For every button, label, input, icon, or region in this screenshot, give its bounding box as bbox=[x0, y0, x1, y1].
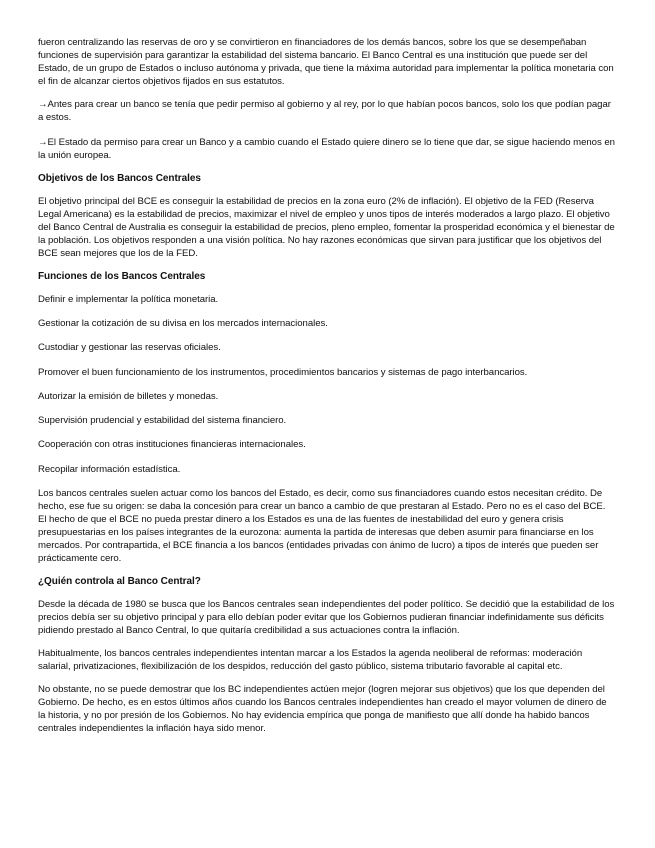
arrow-note-paragraph: →Antes para crear un banco se tenía que pedir permiso al gobierno y al rey, por lo que habían pocos bancos, solo los que podían pagar a estos. bbox=[38, 98, 611, 123]
list-item: Supervisión prudencial y estabilidad del sistema financiero. bbox=[38, 415, 287, 427]
list-item: Gestionar la cotización de su divisa en los mercados internacionales. bbox=[38, 318, 328, 329]
section-heading-control: ¿Quién controla al Banco Central? bbox=[38, 576, 201, 588]
intro-paragraph: fueron centralizando las reservas de oro y se convirtieron en financiadores de los demás bancos, sobre los que se desempeñaban funciones de supervisión para garantizar la estabilidad del sistema bancario. El Banco Central es una institución que puede ser del Estado, de un grupo de Estados o incluso autónoma y privada, que tiene la máxima autoridad para implementar la política monetaria con el fin de alcanzar ciertos objetivos fijados en sus estatutos. bbox=[38, 37, 614, 88]
list-item: Custodiar y gestionar las reservas oficiales. bbox=[38, 342, 221, 354]
list-item: Cooperación con otras instituciones financieras internacionales. bbox=[38, 439, 306, 451]
document-body bbox=[38, 36, 616, 744]
list-item: Autorizar la emisión de billetes y monedas. bbox=[38, 390, 219, 402]
objetivos-paragraph: El objetivo principal del BCE es conseguir la estabilidad de precios en la zona euro (2% de inflación). El objetivo de la FED (Reserva Legal Americana) es la estabilidad de precios, maximizar el nivel de empleo y unos tipos de interés moderados a largo plazo. El objetivo del Banco Central de Australia es conseguir la estabilidad de precios, pleno empleo, fomentar la prosperidad económica y el bienestar de la población. Los objetivos responden a una visión política. No hay razones económicas que sirvan para justificar que los objetivos del BCE sean mejores que los de la FED. bbox=[38, 195, 615, 260]
section-heading-objetivos: Objetivos de los Bancos Centrales bbox=[38, 172, 201, 184]
list-item: Recopilar información estadística. bbox=[38, 463, 181, 475]
list-item: Promover el buen funcionamiento de los instrumentos, procedimientos bancarios y sistemas de pago interbancarios. bbox=[38, 366, 528, 378]
control-paragraph: Desde la década de 1980 se busca que los Bancos centrales sean independientes del poder político. Se decidió que la estabilidad de los precios debía ser su objetivo principal y para ello debían poder evitar que los Gobiernos pudieran financiar indefinidamente sus déficits pidiendo prestado al Banco Central, lo que quitaría credibilidad a sus actuaciones contra la inflación. bbox=[38, 599, 615, 637]
arrow-note-paragraph: →El Estado da permiso para crear un Banco y a cambio cuando el Estado quiere dinero se lo tiene que dar, se sigue haciendo menos en la unión europea. bbox=[38, 137, 615, 162]
control-paragraph: Habitualmente, los bancos centrales independientes intentan marcar a los Estados la agenda neoliberal de reformas: moderación salarial, privatizaciones, flexibilización de los despidos, reducción del gasto público, sistema tributario favorable al capital etc. bbox=[38, 647, 583, 672]
section-heading-funciones: Funciones de los Bancos Centrales bbox=[38, 270, 206, 282]
list-item: Definir e implementar la política monetaria. bbox=[38, 293, 219, 305]
funciones-list bbox=[38, 293, 616, 476]
funciones-paragraph: Los bancos centrales suelen actuar como los bancos del Estado, es decir, como sus financiadores cuando estos necesitan crédito. De hecho, ese fue su origen: se daba la concesión para crear un banco a cambio de que prestaran al Estado. Pero no es el caso del BCE. El hecho de que el BCE no pueda prestar dinero a los Estados es una de las fuentes de inestabilidad del euro y genera crisis presupuestarias en los países integrantes de la eurozona: aumenta la partida de interesas que deben asumir para financiarse en los mercados. Por contrapartida, el BCE financia a los bancos (entidades privadas con ánimo de lucro) a tipos de interés que pueden ser prácticamente cero. bbox=[38, 487, 606, 565]
control-paragraph: No obstante, no se puede demostrar que los BC independientes actúen mejor (logren mejorar sus objetivos) que los que dependen del Gobierno. De hecho, es en estos últimos años cuando los Bancos centrales independientes han creado el mayor volumen de dinero de la historia, y no por presión de los Gobiernos. No hay evidencia empírica que ponga de manifiesto que allí donde ha habido bancos centrales independientes la inflación haya sido menor. bbox=[38, 683, 607, 734]
